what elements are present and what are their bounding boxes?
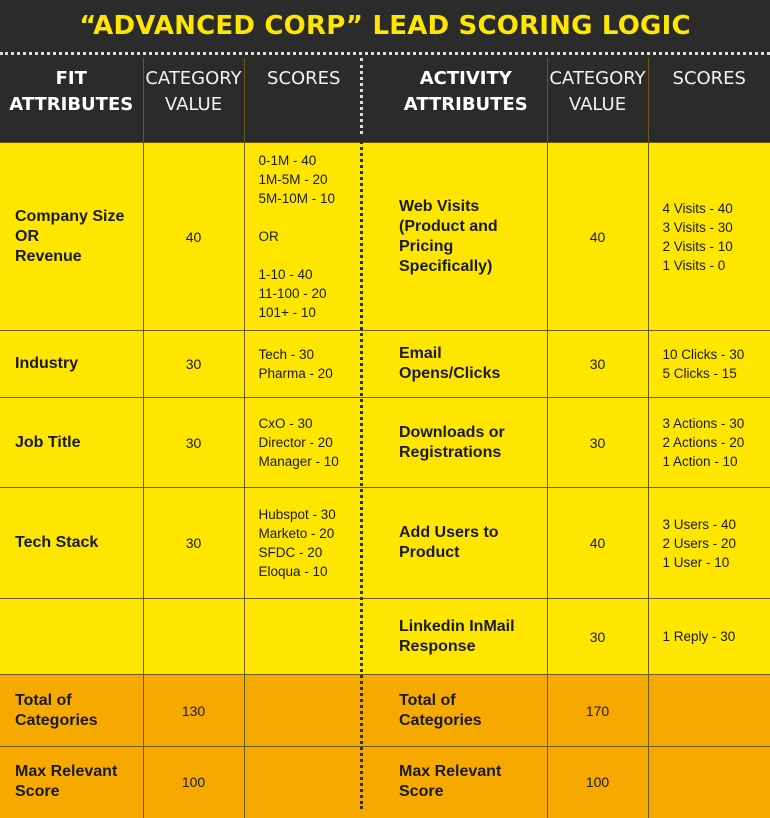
- score-line: 1 Reply - 30: [663, 627, 770, 646]
- score-line: 3 Visits - 30: [663, 218, 770, 237]
- fit-category-value: 30: [143, 398, 244, 488]
- activity-category-value: 40: [547, 488, 648, 599]
- activity-scores-header: [648, 58, 770, 143]
- activity-attribute-name: [385, 488, 547, 599]
- score-line: Tech - 30: [259, 345, 386, 364]
- table-row: [385, 143, 770, 331]
- table-row: [0, 675, 385, 747]
- score-line: 2 Actions - 20: [663, 433, 770, 452]
- score-line: Hubspot - 30: [259, 505, 386, 524]
- fit-header-line2: ATTRIBUTES: [9, 94, 133, 115]
- score-line: SFDC - 20: [259, 543, 386, 562]
- fit-attributes-table: [0, 58, 385, 809]
- score-line: 1 Action - 10: [663, 452, 770, 471]
- table-row: [0, 488, 385, 599]
- title-divider: [0, 52, 770, 55]
- table-row: [0, 747, 385, 818]
- activity-attribute-name: [385, 599, 547, 675]
- fit-scores-header-label: SCORES: [267, 68, 340, 89]
- score-line: 101+ - 10: [259, 303, 386, 322]
- activity-header-line2: ATTRIBUTES: [404, 94, 528, 115]
- score-line: [259, 246, 386, 265]
- fit-cv-line2: VALUE: [165, 94, 222, 115]
- score-line: 1M-5M - 20: [259, 170, 386, 189]
- fit-cv-line1: CATEGORY: [145, 68, 241, 89]
- fit-category-value: 40: [143, 143, 244, 331]
- activity-scores-cell: [648, 599, 770, 675]
- activity-scores-cell: [648, 747, 770, 818]
- fit-scores-header: [244, 58, 385, 143]
- activity-scores-cell: [648, 331, 770, 398]
- score-line: CxO - 30: [259, 414, 386, 433]
- attribute-name-line: Revenue: [15, 248, 82, 265]
- table-row: [385, 747, 770, 818]
- activity-category-value: 170: [547, 675, 648, 747]
- attribute-name-line: Registrations: [399, 444, 501, 461]
- score-line: OR: [259, 227, 386, 246]
- table-row: [385, 675, 770, 747]
- fit-attribute-name: [0, 599, 143, 675]
- attribute-name-line: Max Relevant: [15, 763, 117, 780]
- table-row: [0, 398, 385, 488]
- fit-attribute-name: [0, 143, 143, 331]
- activity-cv-line1: CATEGORY: [549, 68, 645, 89]
- attribute-name-line: Total of: [399, 692, 456, 709]
- score-line: Eloqua - 10: [259, 562, 386, 581]
- score-line: 2 Visits - 10: [663, 237, 770, 256]
- attribute-name-line: Add Users to: [399, 524, 499, 541]
- score-line: 1 Visits - 0: [663, 256, 770, 275]
- activity-header-line1: ACTIVITY: [420, 68, 512, 89]
- score-line: 11-100 - 20: [259, 284, 386, 303]
- score-line: 0-1M - 40: [259, 151, 386, 170]
- attribute-name-line: Categories: [399, 712, 482, 729]
- center-divider-header: [360, 58, 363, 134]
- score-line: Pharma - 20: [259, 364, 386, 383]
- activity-attribute-name: [385, 398, 547, 488]
- fit-category-value: 30: [143, 488, 244, 599]
- fit-category-value-header: [143, 58, 244, 143]
- attribute-name-line: Tech Stack: [15, 534, 98, 551]
- score-line: 4 Visits - 40: [663, 199, 770, 218]
- attribute-name-line: Score: [399, 783, 443, 800]
- activity-category-value: 40: [547, 143, 648, 331]
- activity-attributes-header: [385, 58, 547, 143]
- attribute-name-line: Max Relevant: [399, 763, 501, 780]
- attribute-name-line: Specifically): [399, 258, 492, 275]
- activity-scores-cell: [648, 488, 770, 599]
- attribute-name-line: Company Size: [15, 208, 124, 225]
- fit-category-value: 130: [143, 675, 244, 747]
- center-divider: [360, 58, 363, 809]
- attribute-name-line: Score: [15, 783, 59, 800]
- activity-category-value: 30: [547, 599, 648, 675]
- attribute-name-line: Job Title: [15, 434, 81, 451]
- activity-scores-header-label: SCORES: [673, 68, 746, 89]
- fit-scores-cell: [244, 599, 385, 675]
- score-line: Director - 20: [259, 433, 386, 452]
- table-row: [385, 599, 770, 675]
- fit-attribute-name: [0, 747, 143, 818]
- activity-attribute-name: [385, 143, 547, 331]
- score-line: [259, 208, 386, 227]
- attribute-name-line: OR: [15, 228, 39, 245]
- fit-attribute-name: [0, 488, 143, 599]
- activity-scores-cell: [648, 398, 770, 488]
- attribute-name-line: Email: [399, 345, 442, 362]
- activity-category-value: 30: [547, 331, 648, 398]
- attribute-name-line: Response: [399, 638, 475, 655]
- score-line: 5 Clicks - 15: [663, 364, 770, 383]
- activity-category-value: 100: [547, 747, 648, 818]
- fit-scores-cell: [244, 143, 385, 331]
- attribute-name-line: Total of: [15, 692, 72, 709]
- score-line: Marketo - 20: [259, 524, 386, 543]
- activity-attribute-name: [385, 331, 547, 398]
- fit-attribute-name: [0, 331, 143, 398]
- fit-category-value: 100: [143, 747, 244, 818]
- table-row: [385, 331, 770, 398]
- table-row: [385, 488, 770, 599]
- activity-category-value: 30: [547, 398, 648, 488]
- fit-scores-cell: [244, 488, 385, 599]
- score-line: 1-10 - 40: [259, 265, 386, 284]
- activity-category-value-header: [547, 58, 648, 143]
- fit-attribute-name: [0, 398, 143, 488]
- attribute-name-line: Web Visits: [399, 198, 479, 215]
- fit-scores-cell: [244, 331, 385, 398]
- page-title: “ADVANCED CORP” LEAD SCORING LOGIC: [0, 0, 770, 52]
- attribute-name-line: Categories: [15, 712, 98, 729]
- activity-cv-line2: VALUE: [569, 94, 626, 115]
- fit-scores-cell: [244, 747, 385, 818]
- fit-attribute-name: [0, 675, 143, 747]
- activity-attribute-name: [385, 675, 547, 747]
- activity-attribute-name: [385, 747, 547, 818]
- fit-scores-cell: [244, 675, 385, 747]
- activity-scores-cell: [648, 675, 770, 747]
- score-line: 3 Users - 40: [663, 515, 770, 534]
- table-row: [0, 599, 385, 675]
- fit-header-line1: FIT: [56, 68, 87, 89]
- attribute-name-line: Industry: [15, 355, 78, 372]
- fit-category-value: 30: [143, 331, 244, 398]
- score-line: Manager - 10: [259, 452, 386, 471]
- score-line: 5M-10M - 10: [259, 189, 386, 208]
- score-line: 3 Actions - 30: [663, 414, 770, 433]
- attribute-name-line: Product: [399, 544, 459, 561]
- score-line: 2 Users - 20: [663, 534, 770, 553]
- attribute-name-line: Downloads or: [399, 424, 505, 441]
- score-line: 10 Clicks - 30: [663, 345, 770, 364]
- activity-attributes-table: [385, 58, 770, 809]
- fit-attributes-header: [0, 58, 143, 143]
- table-row: [385, 398, 770, 488]
- attribute-name-line: Linkedin InMail: [399, 618, 515, 635]
- fit-category-value: [143, 599, 244, 675]
- attribute-name-line: (Product and Pricing: [399, 218, 498, 255]
- fit-scores-cell: [244, 398, 385, 488]
- activity-scores-cell: [648, 143, 770, 331]
- score-line: 1 User - 10: [663, 553, 770, 572]
- attribute-name-line: Opens/Clicks: [399, 365, 500, 382]
- table-row: [0, 143, 385, 331]
- table-row: [0, 331, 385, 398]
